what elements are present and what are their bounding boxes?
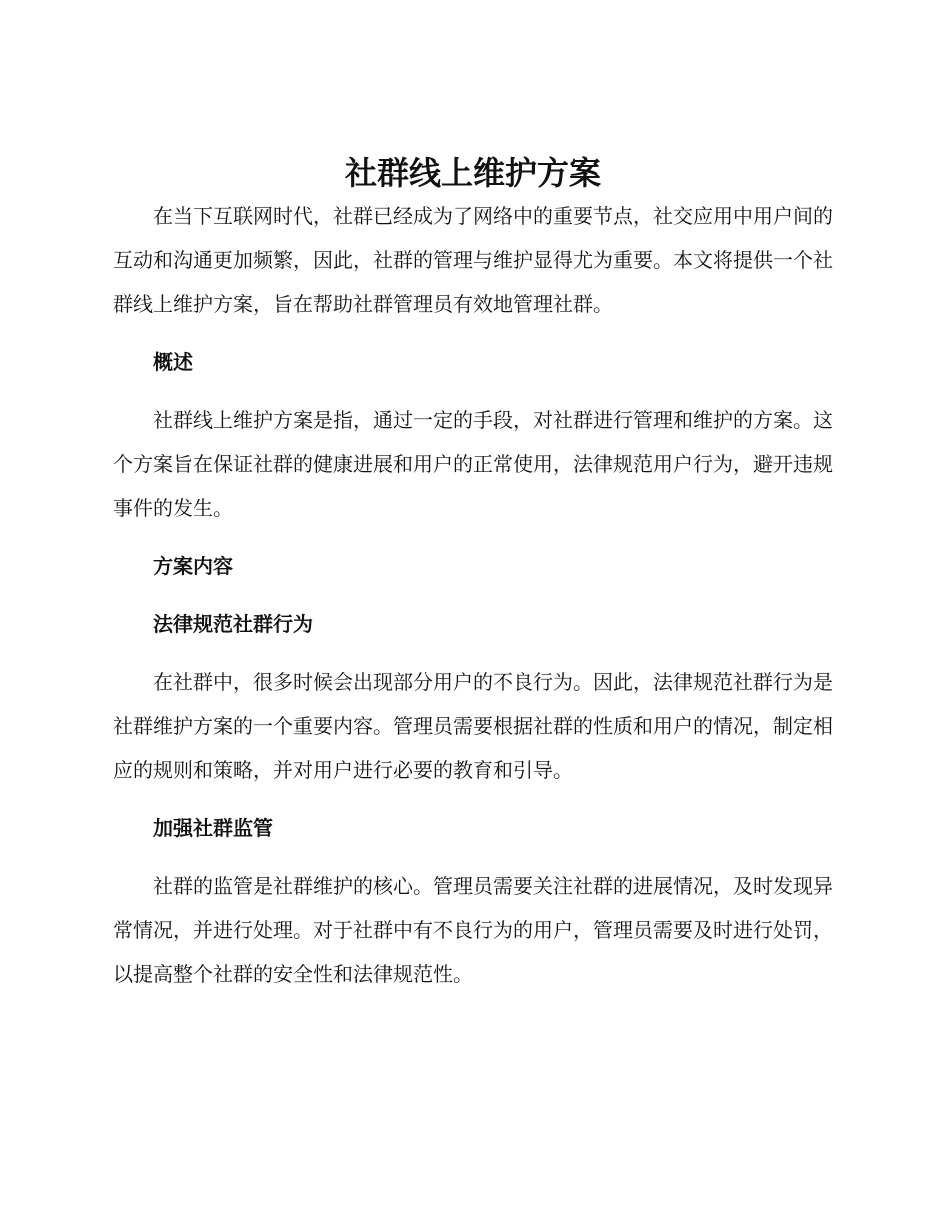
spacer xyxy=(113,646,833,660)
section-body-regulate: 在社群中，很多时候会出现部分用户的不良行为。因此，法律规范社群行为是社群维护方案的一个重要内容。管理员需要根据社群的性质和用户的情况，制定相应的规则和策略，并对用户进行必要的教育和引导。 xyxy=(113,670,833,782)
section-body-overview: 社群线上维护方案是指，通过一定的手段，对社群进行管理和维护的方案。这个方案旨在保证社群的健康进展和用户的正常使用，法律规范用户行为，避开违规事件的发生。 xyxy=(113,408,833,520)
document-title: 社群线上维护方案 xyxy=(344,154,601,192)
intro-paragraph: 在当下互联网时代，社群已经成为了网络中的重要节点，社交应用中用户间的互动和沟通更加频繁，因此，社群的管理与维护显得尤为重要。本文将提供一个社群线上维护方案，旨在帮助社群管理员有效地管理社群。 xyxy=(113,204,833,316)
section-heading-regulate: 法律规范社群行为 xyxy=(153,612,313,636)
spacer xyxy=(113,850,833,864)
section-heading-content: 方案内容 xyxy=(153,554,233,578)
section-heading-overview: 概述 xyxy=(153,350,193,374)
spacer xyxy=(113,588,833,602)
document-page xyxy=(113,152,833,996)
spacer xyxy=(113,326,833,340)
section-heading-supervise: 加强社群监管 xyxy=(153,816,273,840)
section-body-supervise: 社群的监管是社群维护的核心。管理员需要关注社群的进展情况，及时发现异常情况，并进行处理。对于社群中有不良行为的用户，管理员需要及时进行处罚，以提高整个社群的安全性和法律规范性。 xyxy=(113,874,833,986)
spacer xyxy=(113,792,833,806)
spacer xyxy=(113,384,833,398)
spacer xyxy=(113,530,833,544)
